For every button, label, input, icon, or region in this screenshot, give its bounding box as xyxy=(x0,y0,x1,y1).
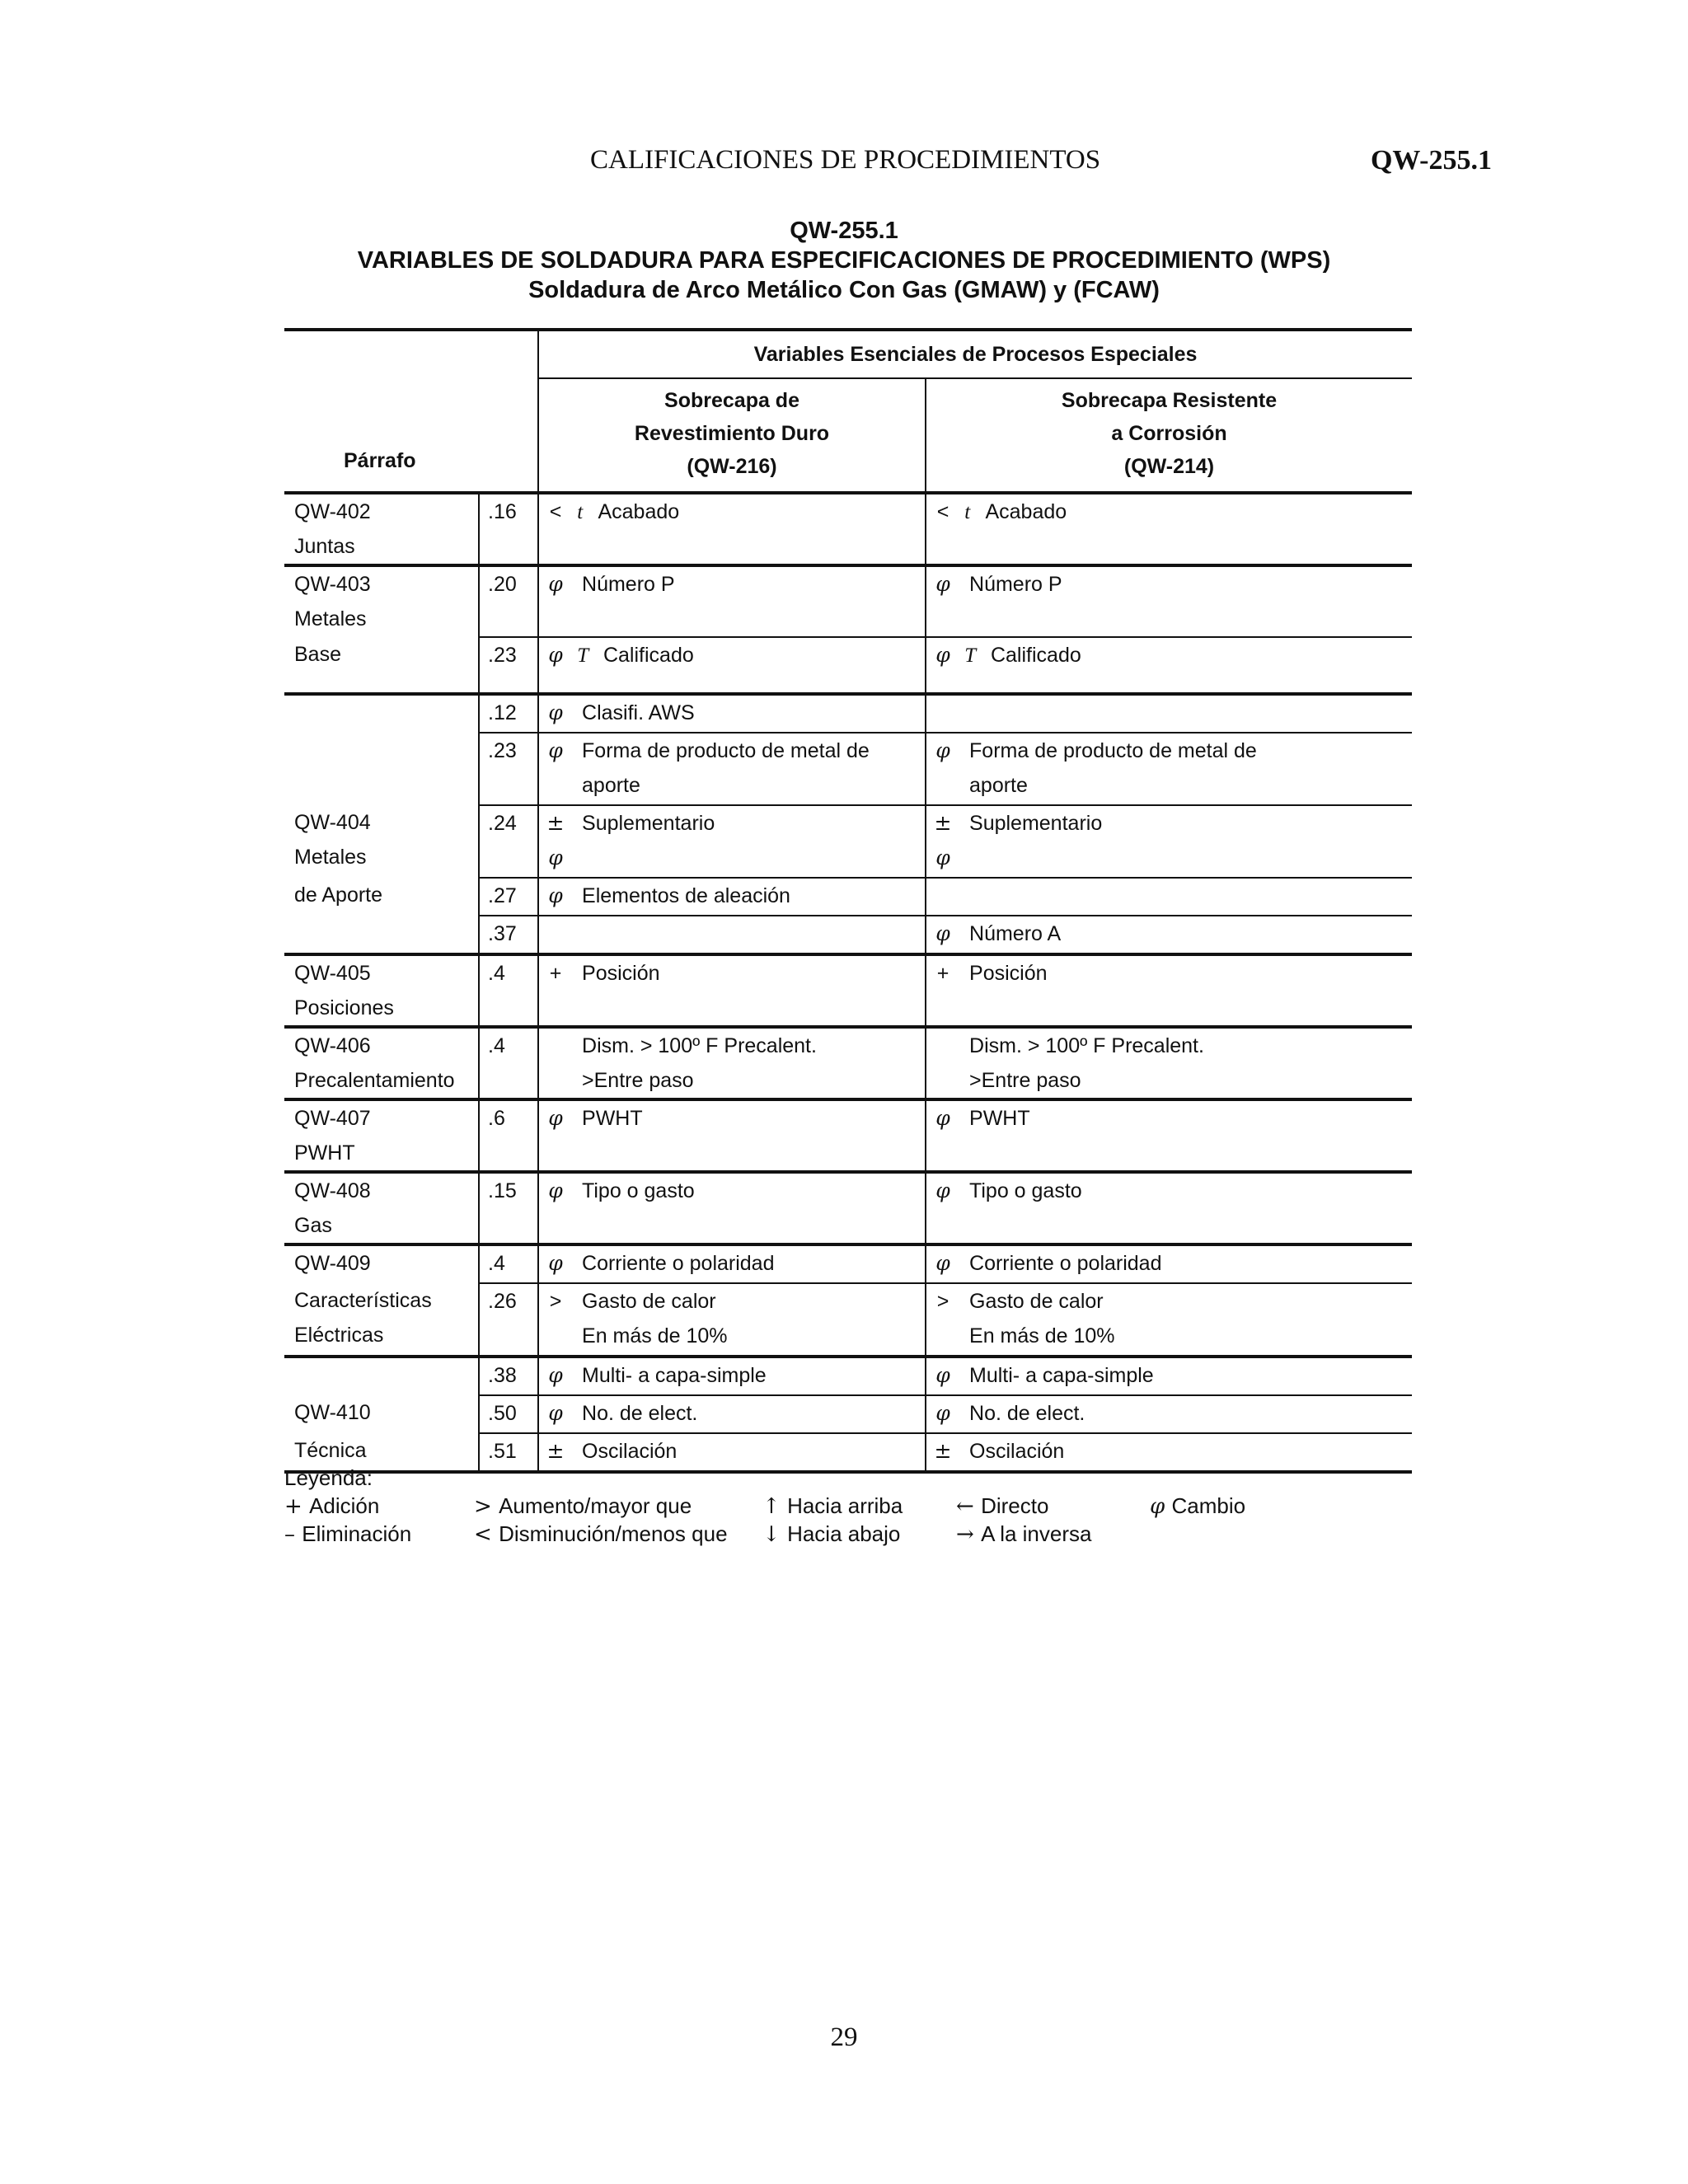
variable-number: .6 xyxy=(479,1099,538,1172)
table-row xyxy=(284,1027,1412,1099)
variable-text-continued: aporte xyxy=(582,774,640,797)
running-header xyxy=(0,145,1688,186)
table-row xyxy=(284,1099,1412,1172)
variable-text: Oscilación xyxy=(582,1440,678,1463)
hard-facing-variable xyxy=(538,1099,926,1172)
variable-text: Oscilación xyxy=(969,1440,1065,1463)
corrosion-variable xyxy=(926,1244,1412,1283)
variable-text: Número P xyxy=(969,573,1062,596)
variable-text: No. de elect. xyxy=(582,1402,698,1425)
symbol-glyph: < xyxy=(936,500,950,523)
legend-symbol: > xyxy=(474,1494,499,1519)
variable-line xyxy=(926,567,1412,602)
table-row xyxy=(284,565,1412,637)
legend-symbol: < xyxy=(474,1522,499,1547)
symbol-glyph: φ xyxy=(935,1401,950,1425)
symbol-glyph: φ xyxy=(935,1363,950,1387)
variable-text: Calificado xyxy=(603,644,694,667)
variable-text: Acabado xyxy=(985,500,1067,523)
legend-text: Directo xyxy=(981,1493,1049,1518)
hard-facing-variable xyxy=(538,637,926,694)
variable-number: .23 xyxy=(479,733,538,805)
symbol-glyph: φ xyxy=(935,846,950,869)
table-row xyxy=(284,916,1412,954)
page-number: 29 xyxy=(830,2022,858,2052)
symbol-glyph: < xyxy=(549,500,562,523)
variable-text: PWHT xyxy=(582,1107,643,1130)
paragraph-cell xyxy=(284,733,479,805)
paragraph-line: QW-402 xyxy=(294,500,371,523)
legend-item xyxy=(284,1520,411,1549)
corrosion-variable xyxy=(926,565,1412,637)
variable-text: Corriente o polaridad xyxy=(969,1252,1162,1275)
corrosion-variable xyxy=(926,1099,1412,1172)
corrosion-variable xyxy=(926,637,1412,694)
col1-header-line: Sobrecapa de xyxy=(664,389,799,412)
variable-text: Acabado xyxy=(598,500,680,523)
legend-item xyxy=(762,1492,903,1521)
column-header-hard-facing xyxy=(538,378,926,493)
paragraph-line: QW-409 xyxy=(294,1252,371,1275)
variable-line xyxy=(926,1284,1412,1319)
column-header-corrosion-resistant xyxy=(926,378,1412,493)
variable-text: Forma de producto de metal de xyxy=(969,739,1257,762)
variable-line xyxy=(926,1396,1412,1431)
legend-text: Hacia arriba xyxy=(787,1493,903,1518)
paragraph-cell xyxy=(284,565,479,637)
hard-facing-variable xyxy=(538,694,926,733)
variable-line xyxy=(926,879,1412,913)
table-row xyxy=(284,1395,1412,1433)
variable-text: Tipo o gasto xyxy=(969,1179,1082,1202)
legend-item xyxy=(284,1492,379,1521)
table-row xyxy=(284,637,1412,694)
paragraph-cell xyxy=(284,878,479,916)
symbol-glyph: > xyxy=(936,1290,950,1313)
variable-line xyxy=(926,841,1412,875)
symbol-glyph: φ xyxy=(935,1106,950,1130)
paragraph-cell xyxy=(284,1244,479,1283)
legend-item xyxy=(956,1520,1091,1549)
paragraph-line: Precalentamiento xyxy=(294,1069,455,1092)
variable-text-continued xyxy=(572,846,582,869)
symbol-glyph: φ xyxy=(935,738,950,762)
table-row xyxy=(284,954,1412,1027)
symbol-glyph: ± xyxy=(934,811,952,835)
hard-facing-variable xyxy=(538,493,926,565)
table-row xyxy=(284,493,1412,565)
symbol-glyph: ± xyxy=(546,811,565,835)
paragraph-cell xyxy=(284,916,479,954)
variable-text-continued: aporte xyxy=(969,774,1028,797)
table-row xyxy=(284,733,1412,805)
variable-number: .4 xyxy=(479,954,538,1027)
variable-text xyxy=(959,701,969,724)
variable-text: No. de elect. xyxy=(969,1402,1085,1425)
legend-symbol: – xyxy=(284,1522,302,1547)
symbol-glyph: φ xyxy=(548,1251,563,1275)
symbol-glyph: φ xyxy=(548,1106,563,1130)
corrosion-variable xyxy=(926,493,1412,565)
paragraph-cell xyxy=(284,637,479,694)
variable-text: Suplementario xyxy=(582,812,715,835)
variable-number: .37 xyxy=(479,916,538,954)
variable-line xyxy=(539,1174,925,1208)
variable-text-continued xyxy=(959,846,969,869)
title-subtitle: Soldadura de Arco Metálico Con Gas (GMAW) y (FCAW) xyxy=(528,277,1160,303)
legend-symbol: ↓ xyxy=(762,1522,788,1547)
symbol-glyph: φ xyxy=(548,701,563,724)
variable-text xyxy=(572,922,582,945)
legend-item xyxy=(474,1520,728,1549)
variable-number: .24 xyxy=(479,805,538,878)
paragraph-line: QW-407 xyxy=(294,1107,371,1130)
symbol-glyph: φ xyxy=(935,1179,950,1202)
variable-number: .15 xyxy=(479,1172,538,1244)
symbol-glyph: + xyxy=(936,962,950,985)
group-header: Variables Esenciales de Procesos Especiales xyxy=(538,330,1412,378)
variable-line xyxy=(926,916,1412,951)
col2-header-line: (QW-214) xyxy=(1123,455,1215,478)
variable-line xyxy=(926,638,1412,673)
variable-letter: T xyxy=(959,644,981,667)
legend-text: Aumento/mayor que xyxy=(499,1493,692,1518)
symbol-glyph: φ xyxy=(548,1363,563,1387)
hard-facing-variable xyxy=(538,1027,926,1099)
hard-facing-variable xyxy=(538,1244,926,1283)
variable-text: Dism. > 100º F Precalent. xyxy=(969,1034,1204,1057)
corrosion-variable xyxy=(926,1283,1412,1357)
variable-number: .16 xyxy=(479,493,538,565)
title-main: VARIABLES DE SOLDADURA PARA ESPECIFICACIONES DE PROCEDIMIENTO (WPS) xyxy=(357,247,1331,274)
variable-line xyxy=(926,1174,1412,1208)
variable-line xyxy=(539,916,925,951)
legend-item xyxy=(762,1520,900,1549)
corrosion-variable xyxy=(926,733,1412,805)
paragraph-line: Posiciones xyxy=(294,996,394,1019)
paragraph-line: Juntas xyxy=(294,535,355,558)
variable-text xyxy=(959,884,969,907)
running-header-code: QW-255.1 xyxy=(1370,145,1492,176)
variable-line xyxy=(539,1396,925,1431)
variable-line xyxy=(926,1101,1412,1136)
variable-line xyxy=(926,956,1412,991)
col2-header-line: a Corrosión xyxy=(1111,422,1227,445)
variable-line xyxy=(539,956,925,991)
variable-line xyxy=(539,1063,925,1098)
variable-line xyxy=(539,567,925,602)
hard-facing-variable xyxy=(538,565,926,637)
variables-table xyxy=(284,328,1412,1474)
hard-facing-variable xyxy=(538,1357,926,1395)
legend-row xyxy=(284,1492,1438,1520)
table-row xyxy=(284,1244,1412,1283)
legend-text: A la inversa xyxy=(981,1521,1092,1546)
variable-number: .50 xyxy=(479,1395,538,1433)
variable-text-continued: >Entre paso xyxy=(582,1069,694,1092)
symbol-glyph: ± xyxy=(546,1439,565,1463)
paragraph-cell xyxy=(284,1283,479,1357)
title-code: QW-255.1 xyxy=(790,218,898,244)
paragraph-line: QW-404 xyxy=(294,811,371,834)
variable-line xyxy=(539,841,925,875)
variable-number: .38 xyxy=(479,1357,538,1395)
variable-text-continued: >Entre paso xyxy=(969,1069,1081,1092)
variable-text: Multi- a capa-simple xyxy=(969,1364,1154,1387)
paragraph-cell xyxy=(284,1172,479,1244)
symbol-glyph: φ xyxy=(935,572,950,596)
variable-line xyxy=(539,638,925,673)
col1-header-line: Revestimiento Duro xyxy=(634,422,830,445)
variable-line xyxy=(539,1358,925,1393)
legend-item xyxy=(956,1492,1048,1521)
variable-line xyxy=(926,696,1412,730)
variable-text: Dism. > 100º F Precalent. xyxy=(582,1034,817,1057)
corrosion-variable xyxy=(926,694,1412,733)
variable-text: Multi- a capa-simple xyxy=(582,1364,767,1387)
symbol-glyph: + xyxy=(549,962,562,985)
table-row xyxy=(284,694,1412,733)
variable-line xyxy=(926,1029,1412,1063)
hard-facing-variable xyxy=(538,916,926,954)
corrosion-variable xyxy=(926,954,1412,1027)
variable-text: Suplementario xyxy=(969,812,1103,835)
variable-text: Posición xyxy=(582,962,660,985)
corrosion-variable xyxy=(926,1027,1412,1099)
table-body xyxy=(284,330,1412,1472)
hard-facing-variable xyxy=(538,733,926,805)
variable-line xyxy=(539,733,925,768)
variable-line xyxy=(926,1246,1412,1281)
hard-facing-variable xyxy=(538,878,926,916)
variable-text: PWHT xyxy=(969,1107,1030,1130)
variable-letter: T xyxy=(572,644,593,667)
legend xyxy=(284,1464,1438,1548)
table-row xyxy=(284,1172,1412,1244)
paragraph-line: QW-406 xyxy=(294,1034,371,1057)
variable-line xyxy=(926,768,1412,803)
legend-row xyxy=(284,1520,1438,1548)
symbol-glyph: φ xyxy=(548,572,563,596)
legend-symbol: → xyxy=(956,1522,982,1547)
variable-line xyxy=(539,494,925,530)
legend-title: Leyenda: xyxy=(284,1465,373,1490)
symbol-glyph: ± xyxy=(934,1439,952,1463)
paragraph-line: QW-408 xyxy=(294,1179,371,1202)
variable-text: Corriente o polaridad xyxy=(582,1252,775,1275)
variable-line xyxy=(926,733,1412,768)
variable-text: Calificado xyxy=(990,644,1081,667)
document-title xyxy=(0,216,1688,305)
variable-text: Clasifi. AWS xyxy=(582,701,695,724)
paragraph-cell xyxy=(284,493,479,565)
variable-line xyxy=(926,1063,1412,1098)
variable-line xyxy=(926,1319,1412,1353)
paragraph-line: Metales xyxy=(294,846,367,869)
legend-text: Cambio xyxy=(1171,1493,1246,1518)
variable-letter: t xyxy=(959,501,976,523)
variable-number: .12 xyxy=(479,694,538,733)
legend-symbol: φ xyxy=(1150,1494,1172,1519)
symbol-glyph: > xyxy=(549,1290,562,1313)
paragraph-header: Párrafo xyxy=(284,330,538,493)
variable-line xyxy=(539,1101,925,1136)
corrosion-variable xyxy=(926,1172,1412,1244)
paragraph-cell xyxy=(284,805,479,878)
legend-item xyxy=(474,1492,692,1521)
table-row xyxy=(284,1357,1412,1395)
paragraph-line: Características xyxy=(294,1289,432,1312)
legend-symbol: ← xyxy=(956,1494,982,1519)
hard-facing-variable xyxy=(538,1283,926,1357)
symbol-glyph: φ xyxy=(548,883,563,907)
paragraph-cell xyxy=(284,1395,479,1433)
paragraph-cell xyxy=(284,1027,479,1099)
legend-item xyxy=(1150,1492,1245,1521)
table-row xyxy=(284,878,1412,916)
corrosion-variable xyxy=(926,916,1412,954)
hard-facing-variable xyxy=(538,954,926,1027)
variable-text: Número A xyxy=(969,922,1062,945)
variable-line xyxy=(539,1319,925,1353)
symbol-glyph: φ xyxy=(935,1251,950,1275)
variable-number: .20 xyxy=(479,565,538,637)
variable-text: Tipo o gasto xyxy=(582,1179,695,1202)
paragraph-cell xyxy=(284,694,479,733)
running-header-title: CALIFICACIONES DE PROCEDIMIENTOS xyxy=(590,145,1101,175)
symbol-glyph: φ xyxy=(935,643,950,667)
paragraph-line: Base xyxy=(294,643,341,666)
col1-header-line: (QW-216) xyxy=(687,455,777,478)
variable-text: Gasto de calor xyxy=(582,1290,716,1313)
paragraph-line: PWHT xyxy=(294,1141,355,1165)
legend-symbol: ↑ xyxy=(762,1494,788,1519)
corrosion-variable xyxy=(926,1395,1412,1433)
variable-line xyxy=(539,768,925,803)
variable-text-continued: En más de 10% xyxy=(969,1324,1115,1347)
variable-letter: t xyxy=(572,501,588,523)
legend-text: Adición xyxy=(309,1493,380,1518)
variable-number: .23 xyxy=(479,637,538,694)
variable-text: Forma de producto de metal de xyxy=(582,739,870,762)
paragraph-cell xyxy=(284,1357,479,1395)
variable-line xyxy=(926,494,1412,530)
symbol-glyph: φ xyxy=(935,921,950,945)
table-row xyxy=(284,805,1412,878)
variable-number: .4 xyxy=(479,1027,538,1099)
variable-line xyxy=(539,696,925,730)
legend-text: Eliminación xyxy=(302,1521,412,1546)
paragraph-line: Metales xyxy=(294,607,367,630)
variable-line xyxy=(926,806,1412,841)
paragraph-cell xyxy=(284,1099,479,1172)
corrosion-variable xyxy=(926,1357,1412,1395)
paragraph-line: Técnica xyxy=(294,1439,367,1462)
variable-line xyxy=(926,1358,1412,1393)
table-row xyxy=(284,1283,1412,1357)
legend-symbol: + xyxy=(284,1494,310,1519)
legend-text: Hacia abajo xyxy=(787,1521,901,1546)
paragraph-cell xyxy=(284,954,479,1027)
variable-text: Gasto de calor xyxy=(969,1290,1104,1313)
variable-number: .27 xyxy=(479,878,538,916)
symbol-glyph: φ xyxy=(548,643,563,667)
variable-text: Elementos de aleación xyxy=(582,884,790,907)
paragraph-line: Gas xyxy=(294,1214,332,1237)
variable-text: Número P xyxy=(582,573,675,596)
variable-line xyxy=(539,806,925,841)
variable-line xyxy=(539,879,925,913)
paragraph-line: QW-410 xyxy=(294,1401,371,1424)
paragraph-line: QW-403 xyxy=(294,573,371,596)
variable-number: .26 xyxy=(479,1283,538,1357)
paragraph-line: QW-405 xyxy=(294,962,371,985)
variable-line xyxy=(539,1029,925,1063)
hard-facing-variable xyxy=(538,1395,926,1433)
corrosion-variable xyxy=(926,805,1412,878)
symbol-glyph: φ xyxy=(548,738,563,762)
symbol-glyph: φ xyxy=(548,846,563,869)
hard-facing-variable xyxy=(538,1172,926,1244)
col2-header-line: Sobrecapa Resistente xyxy=(1061,389,1278,412)
variable-text-continued: En más de 10% xyxy=(582,1324,728,1347)
paragraph-line: de Aporte xyxy=(294,883,383,907)
paragraph-line: Eléctricas xyxy=(294,1324,384,1347)
variable-line xyxy=(539,1284,925,1319)
variable-text: Posición xyxy=(969,962,1048,985)
corrosion-variable xyxy=(926,878,1412,916)
variable-number: .4 xyxy=(479,1244,538,1283)
legend-text: Disminución/menos que xyxy=(499,1521,728,1546)
symbol-glyph: φ xyxy=(548,1401,563,1425)
symbol-glyph: φ xyxy=(548,1179,563,1202)
variable-number: .51 xyxy=(479,1433,538,1472)
variable-line xyxy=(539,1246,925,1281)
hard-facing-variable xyxy=(538,805,926,878)
